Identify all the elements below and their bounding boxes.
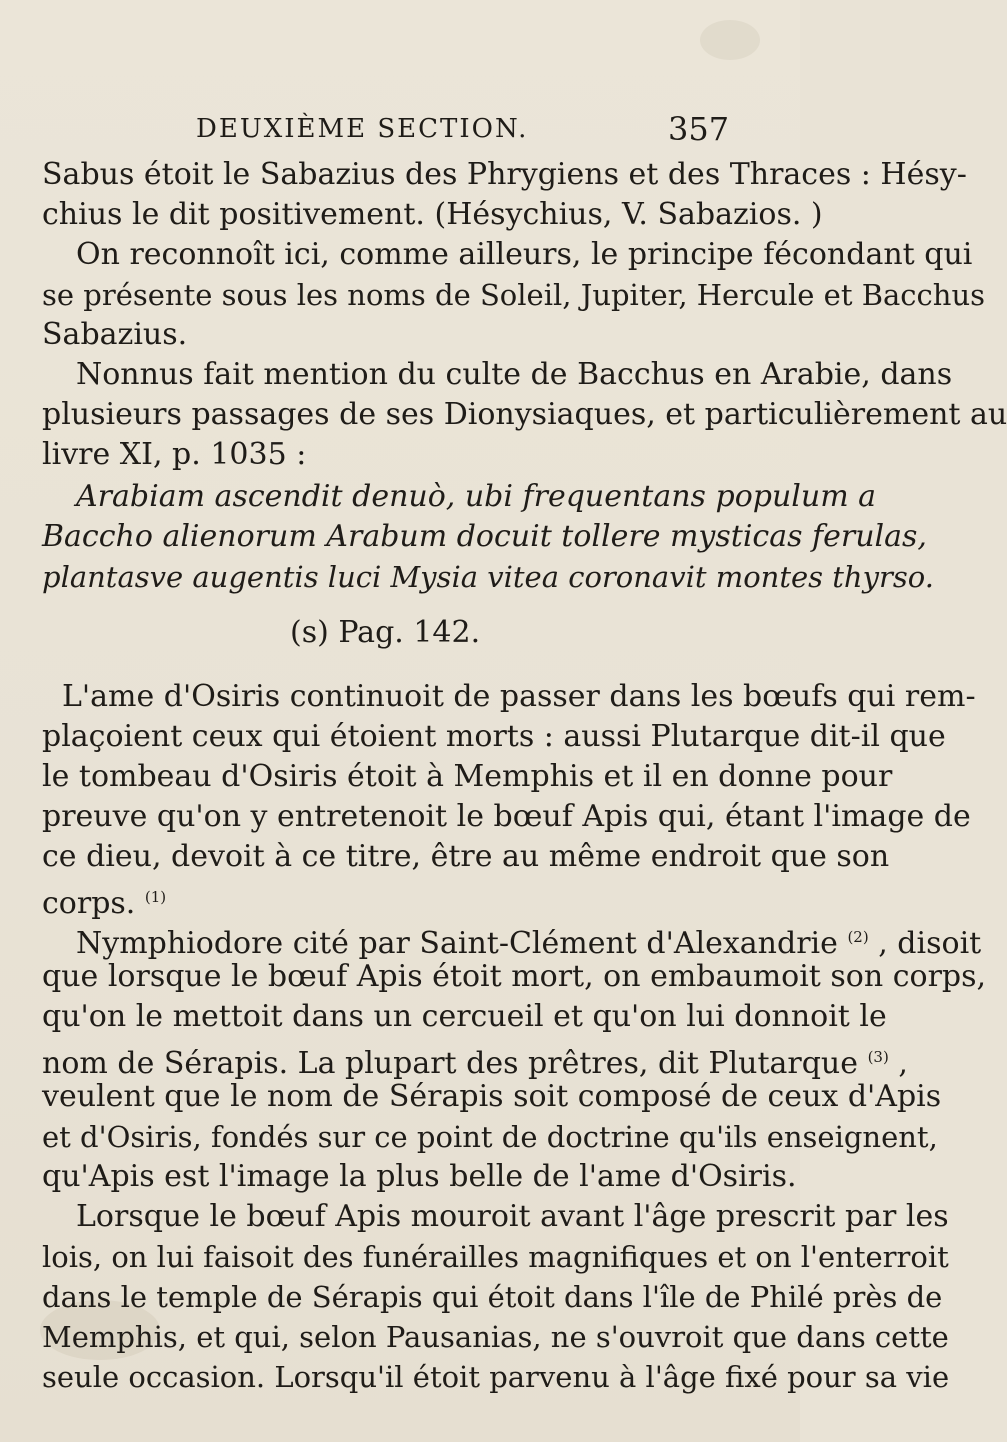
note-ref-1: (1) bbox=[144, 888, 167, 906]
text-line bbox=[42, 1038, 908, 1083]
running-head: DEUXIÈME SECTION. bbox=[196, 114, 529, 144]
paper-stain bbox=[700, 20, 760, 60]
text-line: le tombeau d'Osiris étoit à Memphis et il en donne pour bbox=[42, 759, 893, 794]
latin-quote-line: plantasve augentis luci Mysia vitea coronavit montes thyrso. bbox=[42, 560, 934, 594]
text-line: et d'Osiris, fondés sur ce point de doctrine qu'ils enseignent, bbox=[42, 1120, 938, 1154]
text-line: se présente sous les noms de Soleil, Jupiter, Hercule et Bacchus bbox=[42, 278, 986, 312]
page-header bbox=[0, 110, 800, 154]
text-line: veulent que le nom de Sérapis soit composé de ceux d'Apis bbox=[42, 1079, 942, 1114]
text-fragment: , bbox=[898, 1046, 908, 1081]
text-line: Sabazius. bbox=[42, 317, 188, 352]
text-fragment: corps. bbox=[42, 886, 136, 921]
text-line: L'ame d'Osiris continuoit de passer dans les bœufs qui rem- bbox=[62, 679, 976, 714]
note-ref-2: (2) bbox=[847, 928, 869, 946]
text-line: qu'Apis est l'image la plus belle de l'ame d'Osiris. bbox=[42, 1159, 797, 1194]
note-ref-3: (3) bbox=[867, 1048, 889, 1066]
section-heading: (s) Pag. 142. bbox=[290, 615, 481, 650]
text-line: ce dieu, devoit à ce titre, être au même endroit que son bbox=[42, 839, 890, 874]
text-line bbox=[42, 878, 166, 923]
text-fragment: Nymphiodore cité par Saint-Clément d'Alexandrie bbox=[76, 926, 838, 961]
page-number: 357 bbox=[668, 110, 730, 148]
text-line: plusieurs passages de ses Dionysiaques, et particulièrement au bbox=[42, 397, 1007, 432]
text-line: qu'on le mettoit dans un cercueil et qu'on lui donnoit le bbox=[42, 999, 887, 1034]
text-line: plaçoient ceux qui étoient morts : aussi Plutarque dit-il que bbox=[42, 719, 946, 754]
text-line: Nonnus fait mention du culte de Bacchus en Arabie, dans bbox=[76, 357, 953, 392]
latin-quote-line: Baccho alienorum Arabum docuit tollere mysticas ferulas, bbox=[42, 519, 927, 554]
text-line: livre XI, p. 1035 : bbox=[42, 437, 307, 472]
text-line: Memphis, et qui, selon Pausanias, ne s'ouvroit que dans cette bbox=[42, 1320, 949, 1354]
text-line: Sabus étoit le Sabazius des Phrygiens et des Thraces : Hésy- bbox=[42, 157, 967, 192]
text-line: Lorsque le bœuf Apis mouroit avant l'âge prescrit par les bbox=[76, 1199, 949, 1234]
text-line: seule occasion. Lorsqu'il étoit parvenu à l'âge fixé pour sa vie bbox=[42, 1360, 950, 1394]
text-line bbox=[76, 918, 981, 963]
text-line: On reconnoît ici, comme ailleurs, le principe fécondant qui bbox=[76, 237, 973, 272]
text-line: preuve qu'on y entretenoit le bœuf Apis qui, étant l'image de bbox=[42, 799, 971, 834]
latin-quote-line: Arabiam ascendit denuò, ubi frequentans populum a bbox=[76, 479, 877, 514]
text-line: que lorsque le bœuf Apis étoit mort, on embaumoit son corps, bbox=[42, 959, 987, 994]
text-fragment: nom de Sérapis. La plupart des prêtres, dit Plutarque bbox=[42, 1046, 859, 1081]
text-line: dans le temple de Sérapis qui étoit dans l'île de Philé près de bbox=[42, 1280, 943, 1314]
text-line: chius le dit positivement. (Hésychius, V. Sabazios. ) bbox=[42, 197, 823, 232]
text-fragment: , disoit bbox=[878, 926, 982, 961]
text-line: lois, on lui faisoit des funérailles magnifiques et on l'enterroit bbox=[42, 1240, 949, 1274]
